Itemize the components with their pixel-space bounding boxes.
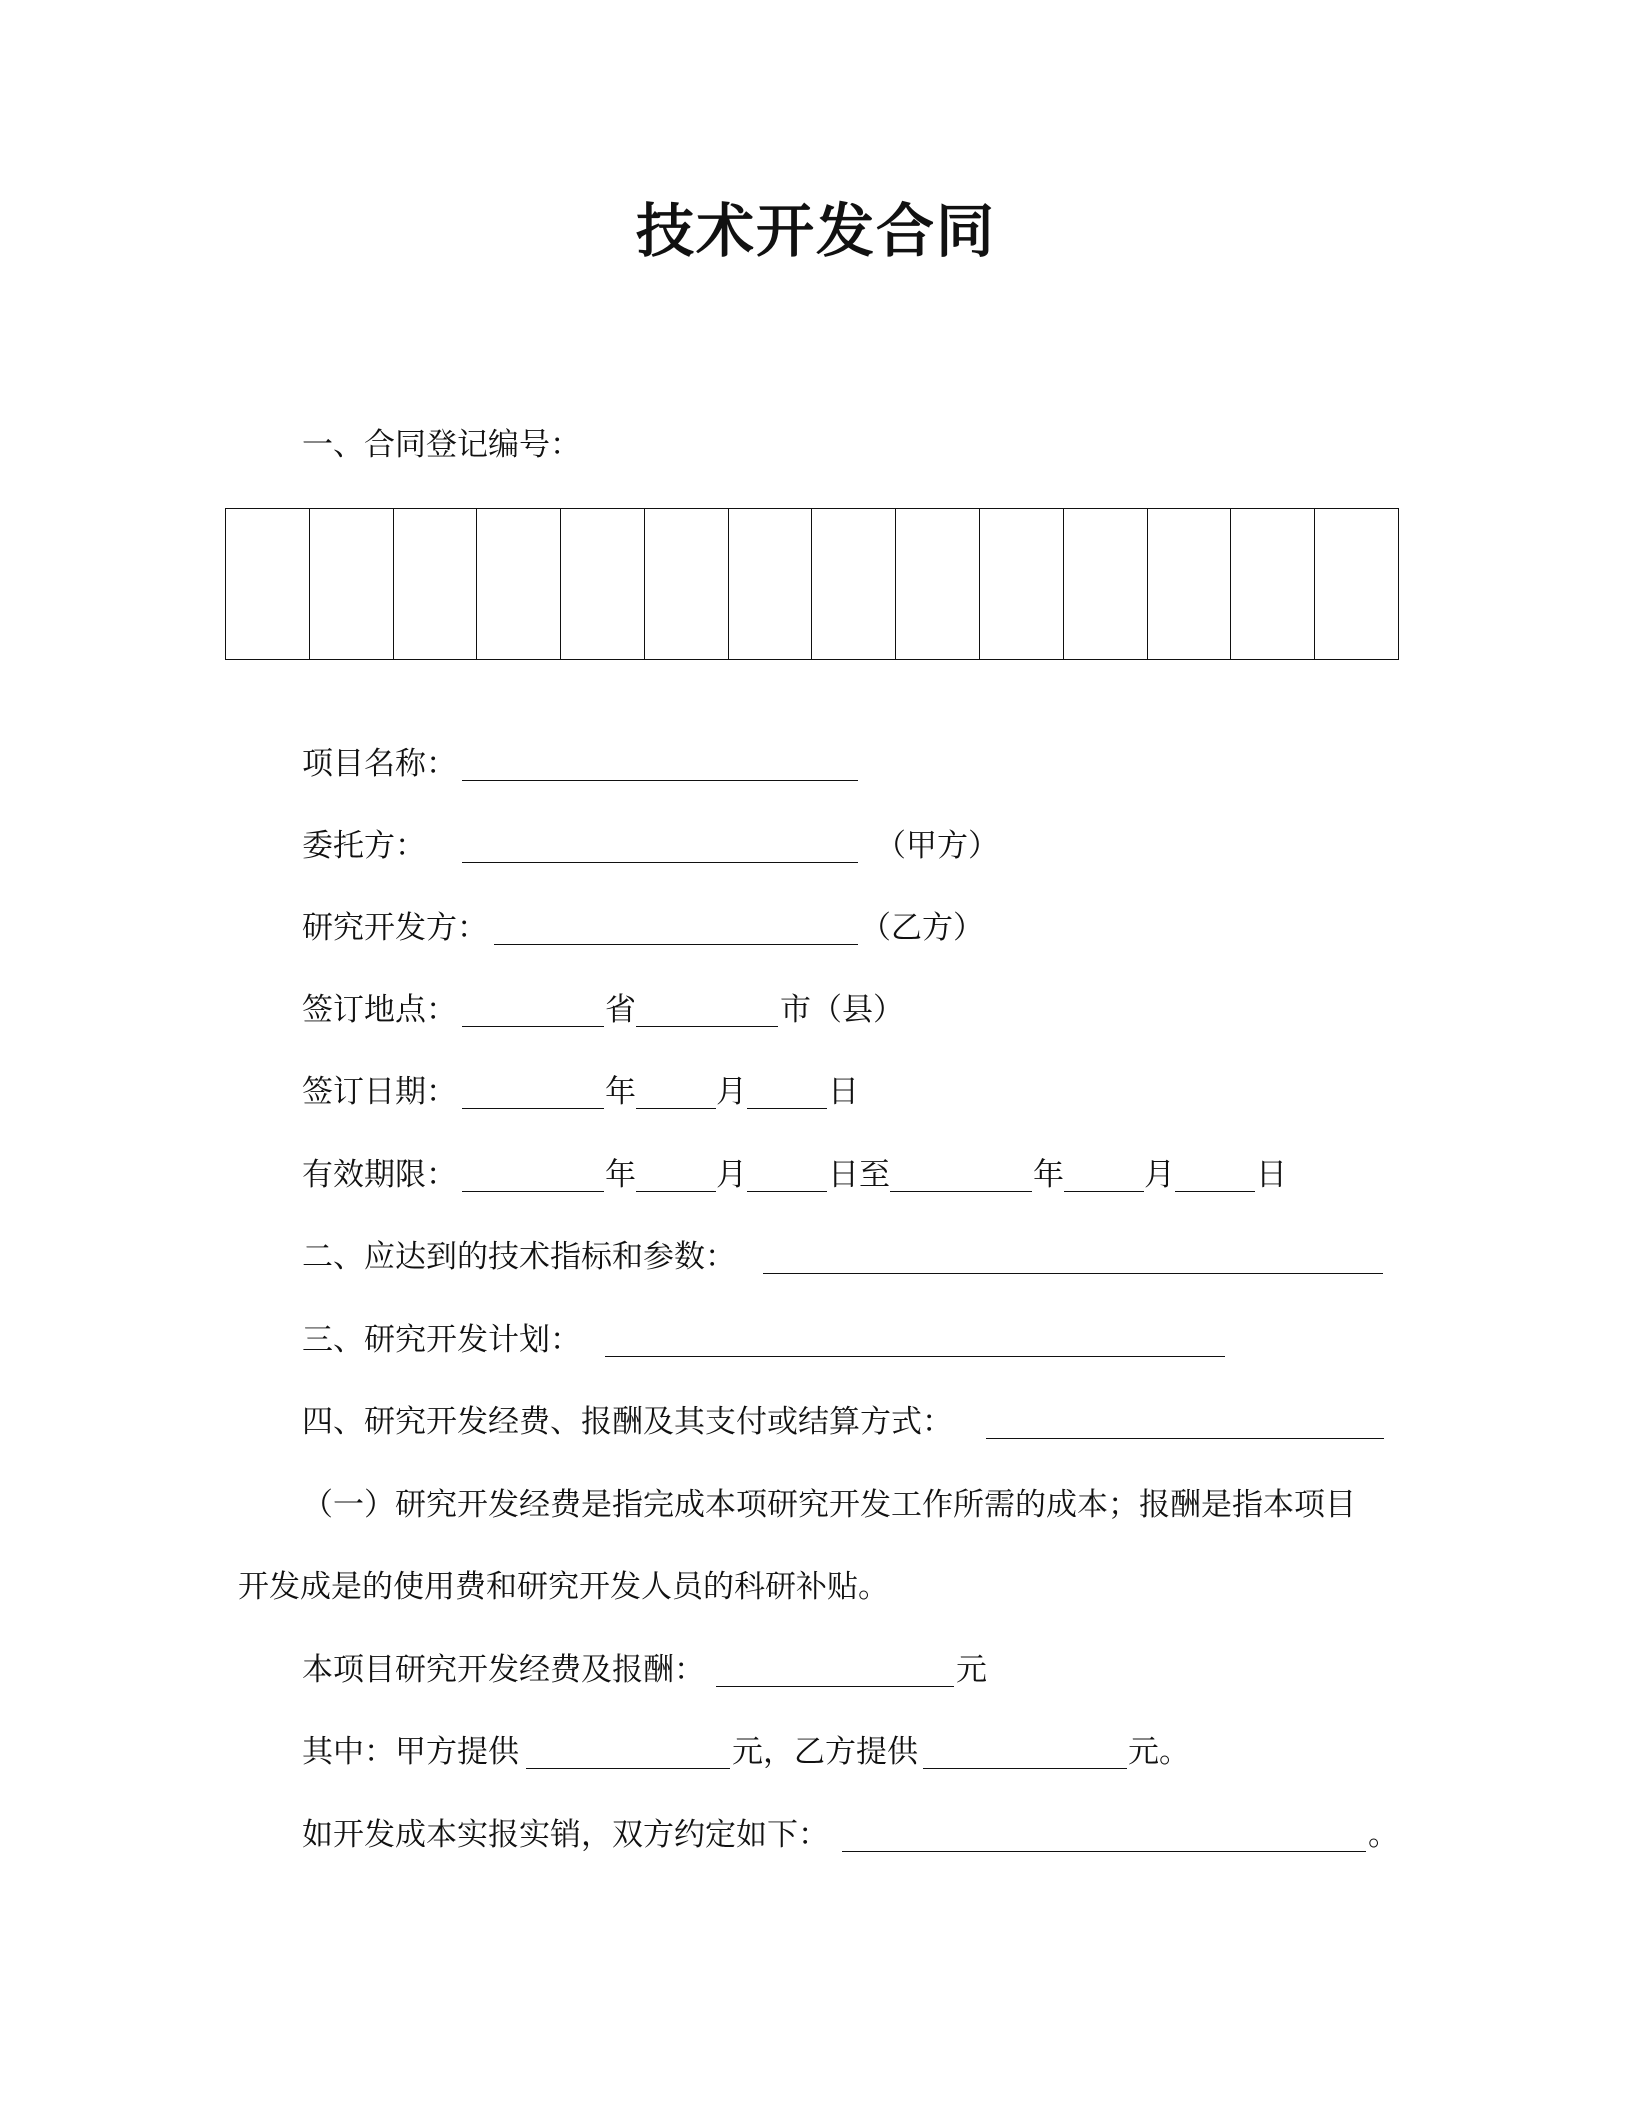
registration-box[interactable] xyxy=(393,509,477,660)
start-day-to-text: 日至 xyxy=(828,1157,890,1193)
province-blank[interactable] xyxy=(462,990,604,1027)
registration-box[interactable] xyxy=(226,509,310,660)
start-year-text: 年 xyxy=(605,1157,636,1193)
section-tech-indicators: 二、应达到的技术指标和参数： xyxy=(302,1239,736,1275)
start-month-text: 月 xyxy=(716,1157,747,1193)
developer-suffix: （乙方） xyxy=(860,910,984,946)
developer-label: 研究开发方： xyxy=(302,910,488,946)
registration-label: 一、合同登记编号： xyxy=(302,427,581,463)
end-year-blank[interactable] xyxy=(890,1155,1032,1192)
total-funding-label: 本项目研究开发经费及报酬： xyxy=(302,1652,705,1688)
tech-indicators-blank[interactable] xyxy=(763,1237,1383,1274)
registration-box[interactable] xyxy=(1147,509,1231,660)
registration-box[interactable] xyxy=(561,509,645,660)
sign-year-text: 年 xyxy=(605,1074,636,1110)
registration-box[interactable] xyxy=(1231,509,1315,660)
total-funding-unit: 元 xyxy=(956,1652,987,1688)
section-funding: 四、研究开发经费、报酬及其支付或结算方式： xyxy=(302,1404,953,1440)
document-title: 技术开发合同 xyxy=(635,197,996,265)
project-name-blank[interactable] xyxy=(462,744,858,781)
developer-blank[interactable] xyxy=(494,908,858,945)
registration-box[interactable] xyxy=(477,509,561,660)
city-blank[interactable] xyxy=(636,990,778,1027)
sign-date-label: 签订日期： xyxy=(302,1074,457,1110)
registration-box[interactable] xyxy=(896,509,980,660)
city-text: 市（县） xyxy=(780,992,904,1028)
sign-year-blank[interactable] xyxy=(462,1072,604,1109)
registration-box[interactable] xyxy=(309,509,393,660)
end-year-text: 年 xyxy=(1033,1157,1064,1193)
split-suffix: 元。 xyxy=(1128,1734,1190,1770)
sign-month-blank[interactable] xyxy=(636,1072,716,1109)
client-blank[interactable] xyxy=(462,826,858,863)
province-text: 省 xyxy=(605,992,636,1028)
party-b-amount-blank[interactable] xyxy=(923,1732,1127,1769)
start-day-blank[interactable] xyxy=(747,1155,827,1192)
sign-day-text: 日 xyxy=(828,1074,859,1110)
reimburse-label: 如开发成本实报实销，双方约定如下： xyxy=(302,1817,829,1853)
section-dev-plan: 三、研究开发计划： xyxy=(302,1322,581,1358)
client-label: 委托方： xyxy=(302,828,426,864)
validity-label: 有效期限： xyxy=(302,1157,457,1193)
start-year-blank[interactable] xyxy=(462,1155,604,1192)
split-middle: 元，乙方提供 xyxy=(732,1734,918,1770)
sign-day-blank[interactable] xyxy=(747,1072,827,1109)
end-day-text: 日 xyxy=(1256,1157,1287,1193)
paragraph-1-line-2: 开发成是的使用费和研究开发人员的科研补贴。 xyxy=(238,1569,889,1605)
project-name-label: 项目名称： xyxy=(302,746,457,782)
client-suffix: （甲方） xyxy=(875,828,999,864)
end-month-text: 月 xyxy=(1144,1157,1175,1193)
reimburse-blank[interactable] xyxy=(842,1815,1366,1852)
sign-month-text: 月 xyxy=(716,1074,747,1110)
total-funding-blank[interactable] xyxy=(716,1650,954,1687)
registration-box[interactable] xyxy=(1063,509,1147,660)
registration-box[interactable] xyxy=(1315,509,1399,660)
party-a-amount-blank[interactable] xyxy=(526,1732,730,1769)
registration-box[interactable] xyxy=(812,509,896,660)
registration-box[interactable] xyxy=(644,509,728,660)
sign-place-label: 签订地点： xyxy=(302,992,457,1028)
reimburse-period: 。 xyxy=(1368,1817,1399,1853)
registration-box[interactable] xyxy=(728,509,812,660)
end-month-blank[interactable] xyxy=(1064,1155,1144,1192)
registration-number-boxes xyxy=(225,508,1399,660)
start-month-blank[interactable] xyxy=(636,1155,716,1192)
split-prefix: 其中：甲方提供 xyxy=(302,1734,519,1770)
dev-plan-blank[interactable] xyxy=(605,1320,1225,1357)
funding-blank[interactable] xyxy=(986,1402,1384,1439)
registration-box[interactable] xyxy=(980,509,1064,660)
paragraph-1-line-1: （一）研究开发经费是指完成本项研究开发工作所需的成本；报酬是指本项目 xyxy=(302,1487,1356,1523)
end-day-blank[interactable] xyxy=(1175,1155,1255,1192)
